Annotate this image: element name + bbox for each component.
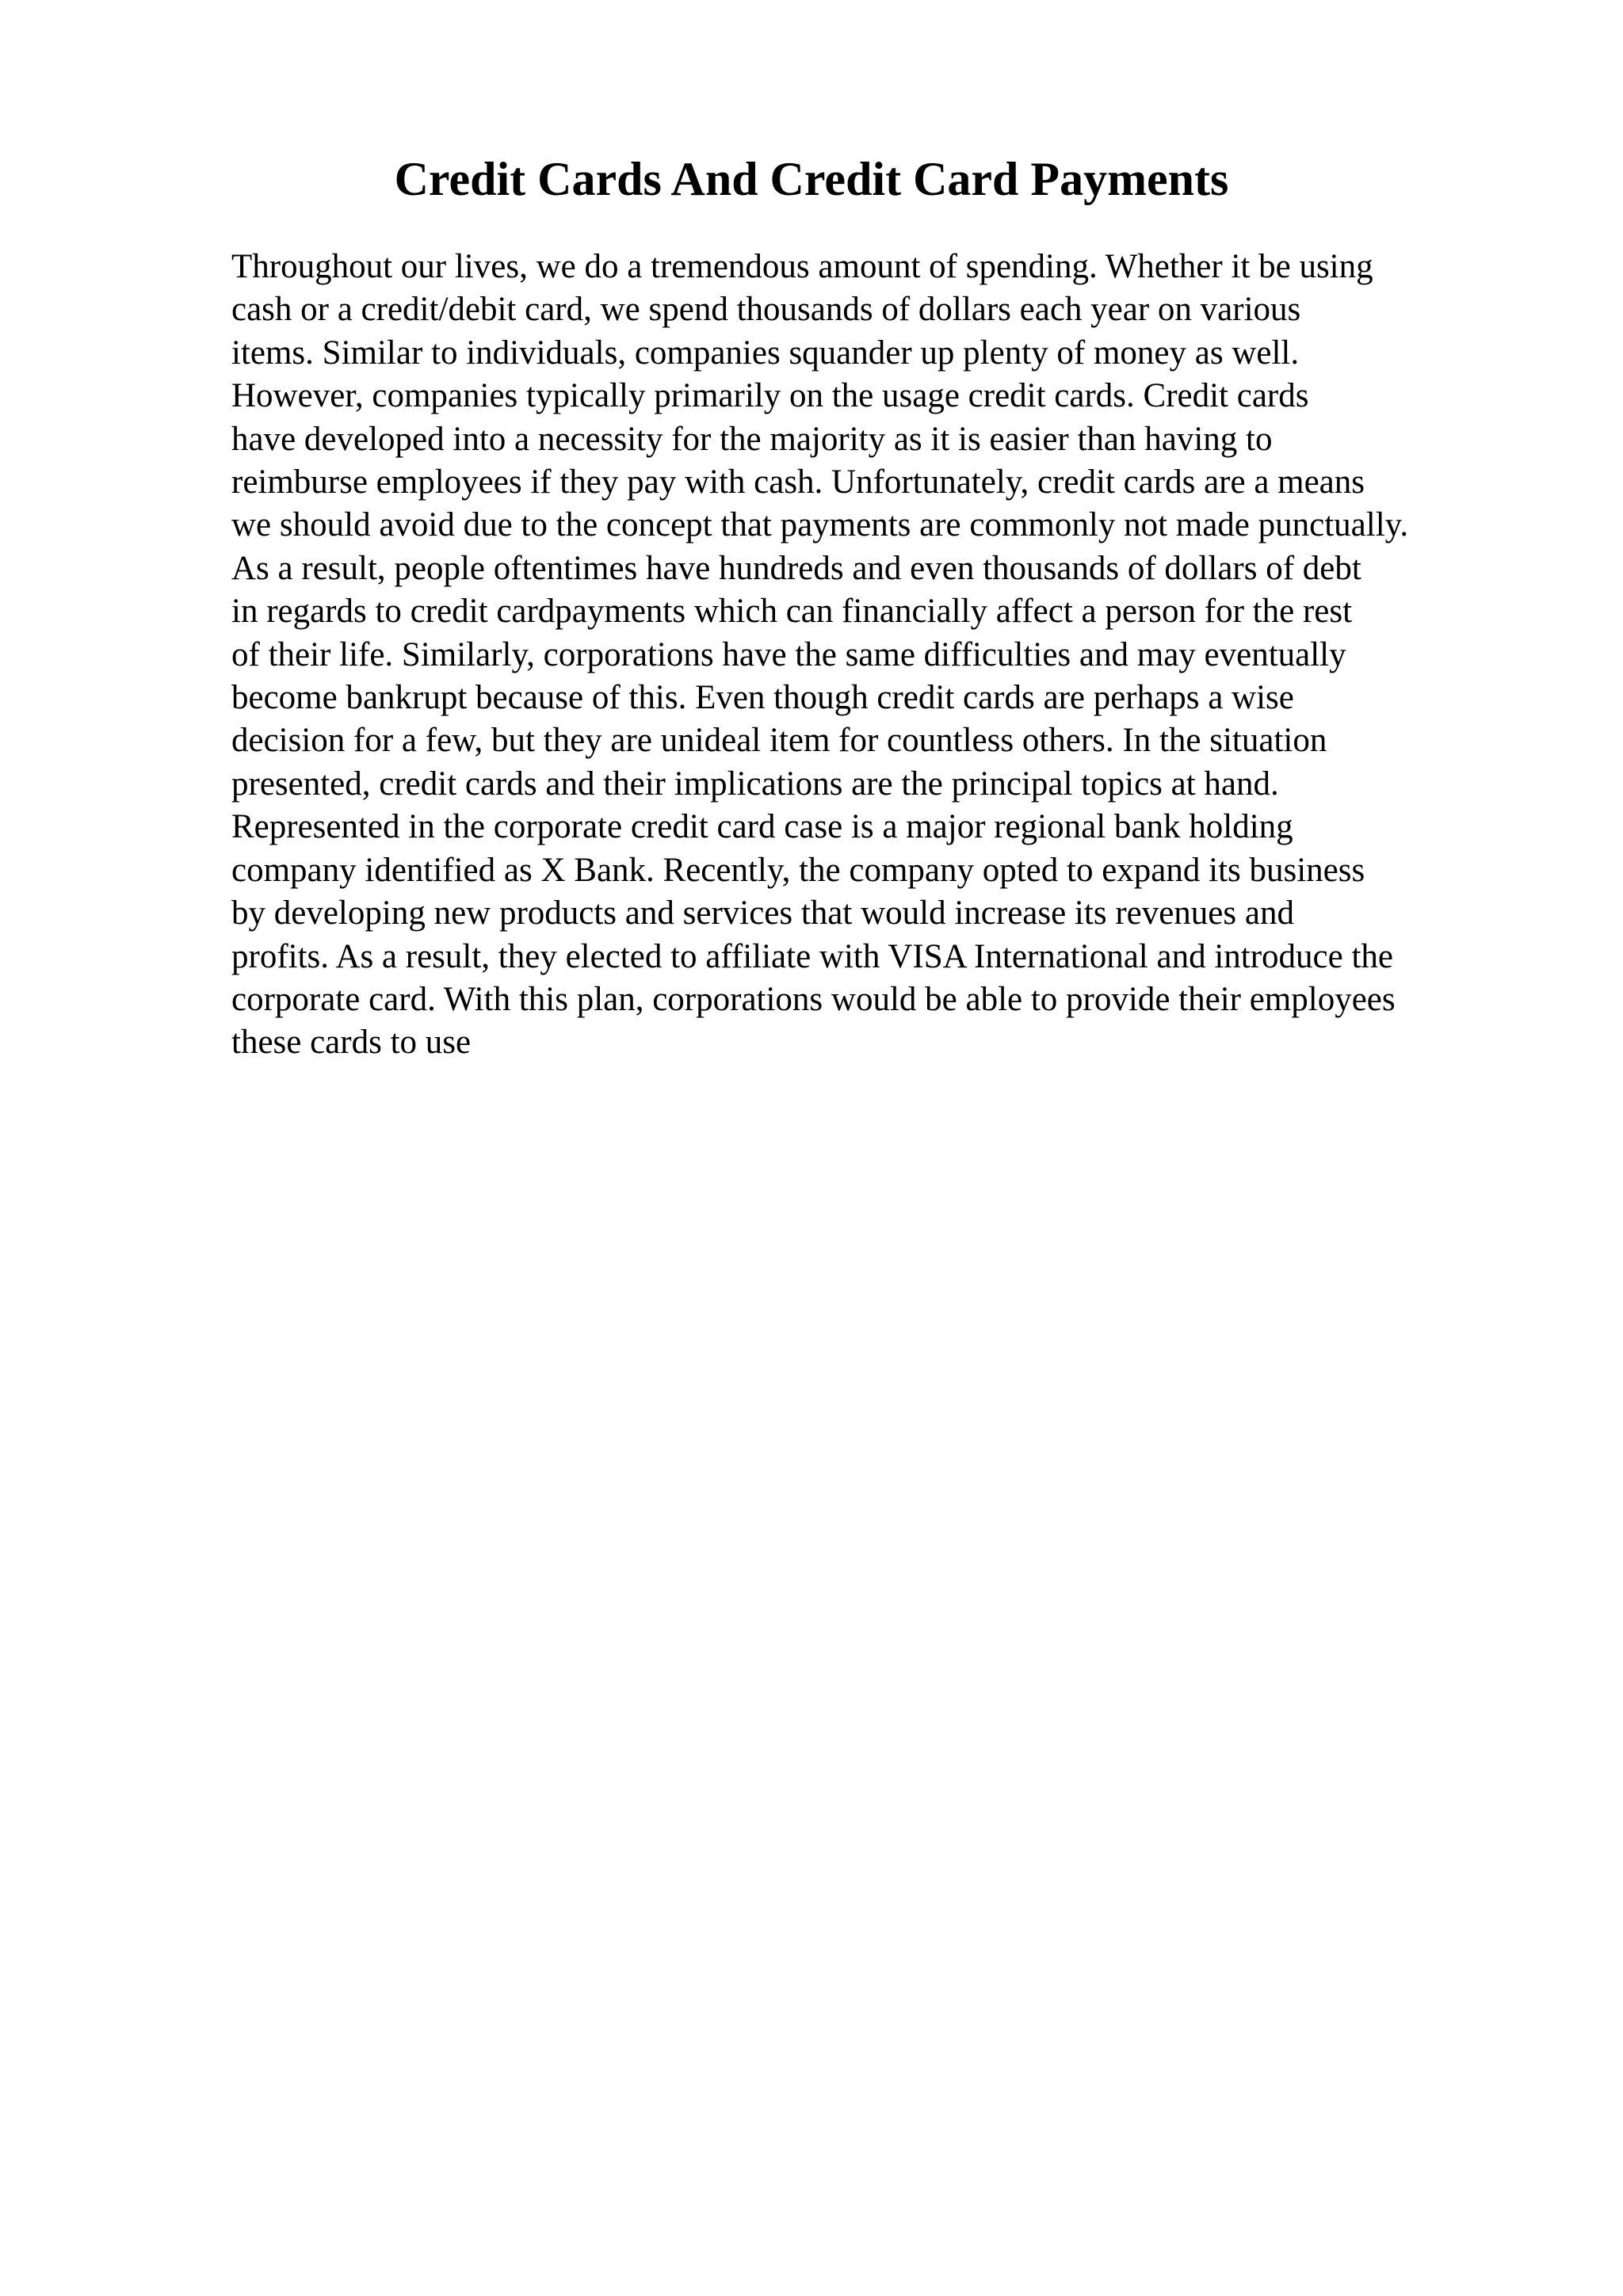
body-line: Throughout our lives, we do a tremendous amount of spending. Whether it be using bbox=[231, 248, 1373, 285]
body-line: in regards to credit cardpayments which can financially affect a person for the rest bbox=[231, 593, 1353, 631]
document-body bbox=[231, 246, 1579, 1065]
body-line: become bankrupt because of this. Even though credit cards are perhaps a wise bbox=[231, 679, 1294, 717]
body-line: As a result, people oftentimes have hundreds and even thousands of dollars of debt bbox=[231, 549, 1361, 587]
document-title: Credit Cards And Credit Card Payments bbox=[394, 153, 1229, 205]
body-line: company identified as X Bank. Recently, the company opted to expand its business bbox=[231, 851, 1365, 889]
body-line: items. Similar to individuals, companies squander up plenty of money as well. bbox=[231, 334, 1300, 372]
body-line: corporate card. With this plan, corporations would be able to provide their employees bbox=[231, 980, 1396, 1018]
body-line: we should avoid due to the concept that payments are commonly not made punctually. bbox=[231, 506, 1409, 544]
body-line: Represented in the corporate credit card case is a major regional bank holding bbox=[231, 808, 1293, 846]
body-line: by developing new products and services that would increase its revenues and bbox=[231, 894, 1294, 933]
body-line: reimburse employees if they pay with cash. Unfortunately, credit cards are a means bbox=[231, 463, 1365, 502]
body-line: these cards to use bbox=[231, 1024, 472, 1062]
body-line: decision for a few, but they are unideal item for countless others. In the situation bbox=[231, 722, 1327, 760]
body-line: profits. As a result, they elected to affiliate with VISA International and introduce the bbox=[231, 937, 1393, 975]
body-line: However, companies typically primarily on the usage credit cards. Credit cards bbox=[231, 377, 1309, 415]
body-line: presented, credit cards and their implications are the principal topics at hand. bbox=[231, 765, 1279, 803]
body-line: cash or a credit/debit card, we spend thousands of dollars each year on various bbox=[231, 291, 1301, 329]
body-line: have developed into a necessity for the majority as it is easier than having to bbox=[231, 420, 1273, 458]
body-line: of their life. Similarly, corporations have the same difficulties and may eventually bbox=[231, 635, 1346, 673]
